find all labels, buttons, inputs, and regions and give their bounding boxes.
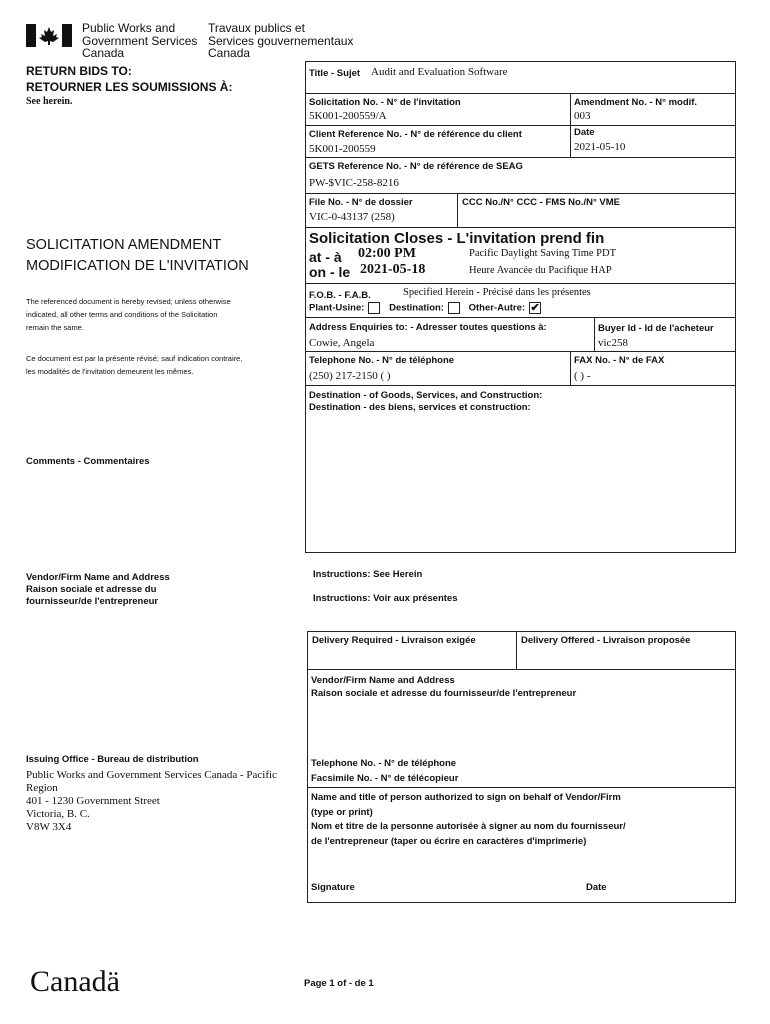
date-value: 2021-05-10	[574, 141, 626, 153]
amendment-no-value: 003	[574, 110, 591, 122]
fax-value: ( ) -	[574, 370, 591, 382]
instructions-fr: Instructions: Voir aux présentes	[313, 593, 458, 604]
authorized-person-label: Name and title of person authorized to sign on behalf of Vendor/Firm (type or print) Nom et titre de la personne autorisée à signer au nom du fournisseur/ de l'entrepreneur (taper ou écrire en caractères d'imprimerie)	[311, 792, 626, 847]
signature-date-label: Date	[586, 882, 607, 893]
gets-ref-label: GETS Reference No. - N° de référence de SEAG	[309, 161, 523, 172]
other-label: Other-Autre:	[468, 302, 526, 314]
date-label: Date	[574, 127, 595, 138]
destination-checkbox[interactable]	[448, 302, 460, 314]
issuing-office-address: Public Works and Government Services Canada - Pacific Region 401 - 1230 Government Street Victoria, B. C. V8W 3X4	[26, 769, 277, 833]
fob-value: Specified Herein - Précisé dans les présentes	[403, 287, 591, 298]
buyer-id-value: vic258	[598, 337, 628, 349]
amendment-title-fr: MODIFICATION DE L'INVITATION	[26, 258, 249, 274]
file-no-value: VIC-0-43137 (258)	[309, 211, 395, 223]
title-value: Audit and Evaluation Software	[371, 66, 508, 78]
closes-label: Solicitation Closes - L'invitation prend fin	[309, 230, 605, 247]
plant-label: Plant-Usine:	[309, 302, 365, 314]
buyer-id-label: Buyer Id - Id de l'acheteur	[598, 323, 714, 334]
delivery-required-label: Delivery Required - Livraison exigée	[312, 635, 476, 646]
fax-label: FAX No. - N° de FAX	[574, 355, 665, 366]
amendment-title-en: SOLICITATION AMENDMENT	[26, 237, 222, 253]
timezone-en: Pacific Daylight Saving Time PDT	[469, 248, 616, 259]
destination-label: Destination:	[389, 302, 444, 314]
page-number: Page 1 of - de 1	[304, 978, 374, 989]
client-ref-label: Client Reference No. - N° de référence du client	[309, 129, 522, 140]
canada-wordmark: Canadä	[30, 965, 120, 998]
vendor-name-label: Vendor/Firm Name and Address Raison sociale et adresse du fournisseur/de l'entrepreneur	[311, 675, 577, 699]
canada-flag-logo	[26, 24, 72, 47]
closing-time: 02:00 PM	[358, 246, 416, 261]
issuing-office-label: Issuing Office - Bureau de distribution	[26, 754, 199, 765]
delivery-point-row	[309, 302, 547, 314]
telephone-value: (250) 217-2150 ( )	[309, 370, 391, 382]
solicitation-no-label: Solicitation No. - N° de l'invitation	[309, 97, 461, 108]
instructions-en: Instructions: See Herein	[313, 569, 423, 580]
signature-label: Signature	[311, 882, 355, 893]
maple-leaf-icon	[26, 24, 72, 47]
telephone-label: Telephone No. - N° de téléphone	[309, 355, 455, 366]
plant-checkbox[interactable]	[368, 302, 380, 314]
vendor-telephone-label: Telephone No. - N° de téléphone	[311, 758, 457, 769]
solicitation-no-value: 5K001-200559/A	[309, 110, 387, 122]
at-label: at - à	[309, 249, 342, 265]
see-herein: See herein.	[26, 96, 73, 107]
vendor-label-left: Vendor/Firm Name and Address Raison sociale et adresse du fournisseur/de l'entrepreneur	[26, 572, 170, 607]
title-label: Title - Sujet	[309, 68, 361, 79]
other-checkbox[interactable]: ✔	[530, 302, 540, 314]
return-bids-en: RETURN BIDS TO:	[26, 64, 132, 78]
on-label: on - le	[309, 264, 351, 280]
vendor-fax-label: Facsimile No. - N° de télécopieur	[311, 773, 459, 784]
file-no-label: File No. - N° de dossier	[309, 197, 413, 208]
address-enquiries-label: Address Enquiries to: - Adresser toutes questions à:	[309, 322, 547, 333]
closing-date: 2021-05-18	[360, 262, 426, 277]
comments-label: Comments - Commentaires	[26, 456, 150, 467]
revision-note-fr: Ce document est par la présente révisé; sauf indication contraire, les modalités de l'invitation demeurent les mêmes.	[26, 354, 243, 376]
gets-ref-value: PW-$VIC-258-8216	[309, 177, 399, 189]
ccc-no-label: CCC No./N° CCC - FMS No./N° VME	[462, 197, 621, 208]
client-ref-value: 5K001-200559	[309, 143, 376, 155]
dept-name-fr: Travaux publics et Services gouvernementaux Canada	[208, 21, 354, 60]
delivery-offered-label: Delivery Offered - Livraison proposée	[521, 635, 691, 646]
dept-name-en: Public Works and Government Services Canada	[82, 21, 198, 60]
revision-note-en: The referenced document is hereby revised; unless otherwise indicated, all other terms and conditions of the Solicitation remain the same.	[26, 297, 231, 332]
return-bids-fr: RETOURNER LES SOUMISSIONS À:	[26, 80, 233, 94]
timezone-fr: Heure Avancée du Pacifique HAP	[469, 265, 612, 276]
fob-label: F.O.B. - F.A.B.	[309, 290, 371, 301]
address-enquiries-value: Cowie, Angela	[309, 337, 375, 349]
amendment-no-label: Amendment No. - N° modif.	[574, 97, 698, 108]
destination-goods-label: Destination - of Goods, Services, and Construction: Destination - des biens, services et construction:	[309, 390, 543, 413]
